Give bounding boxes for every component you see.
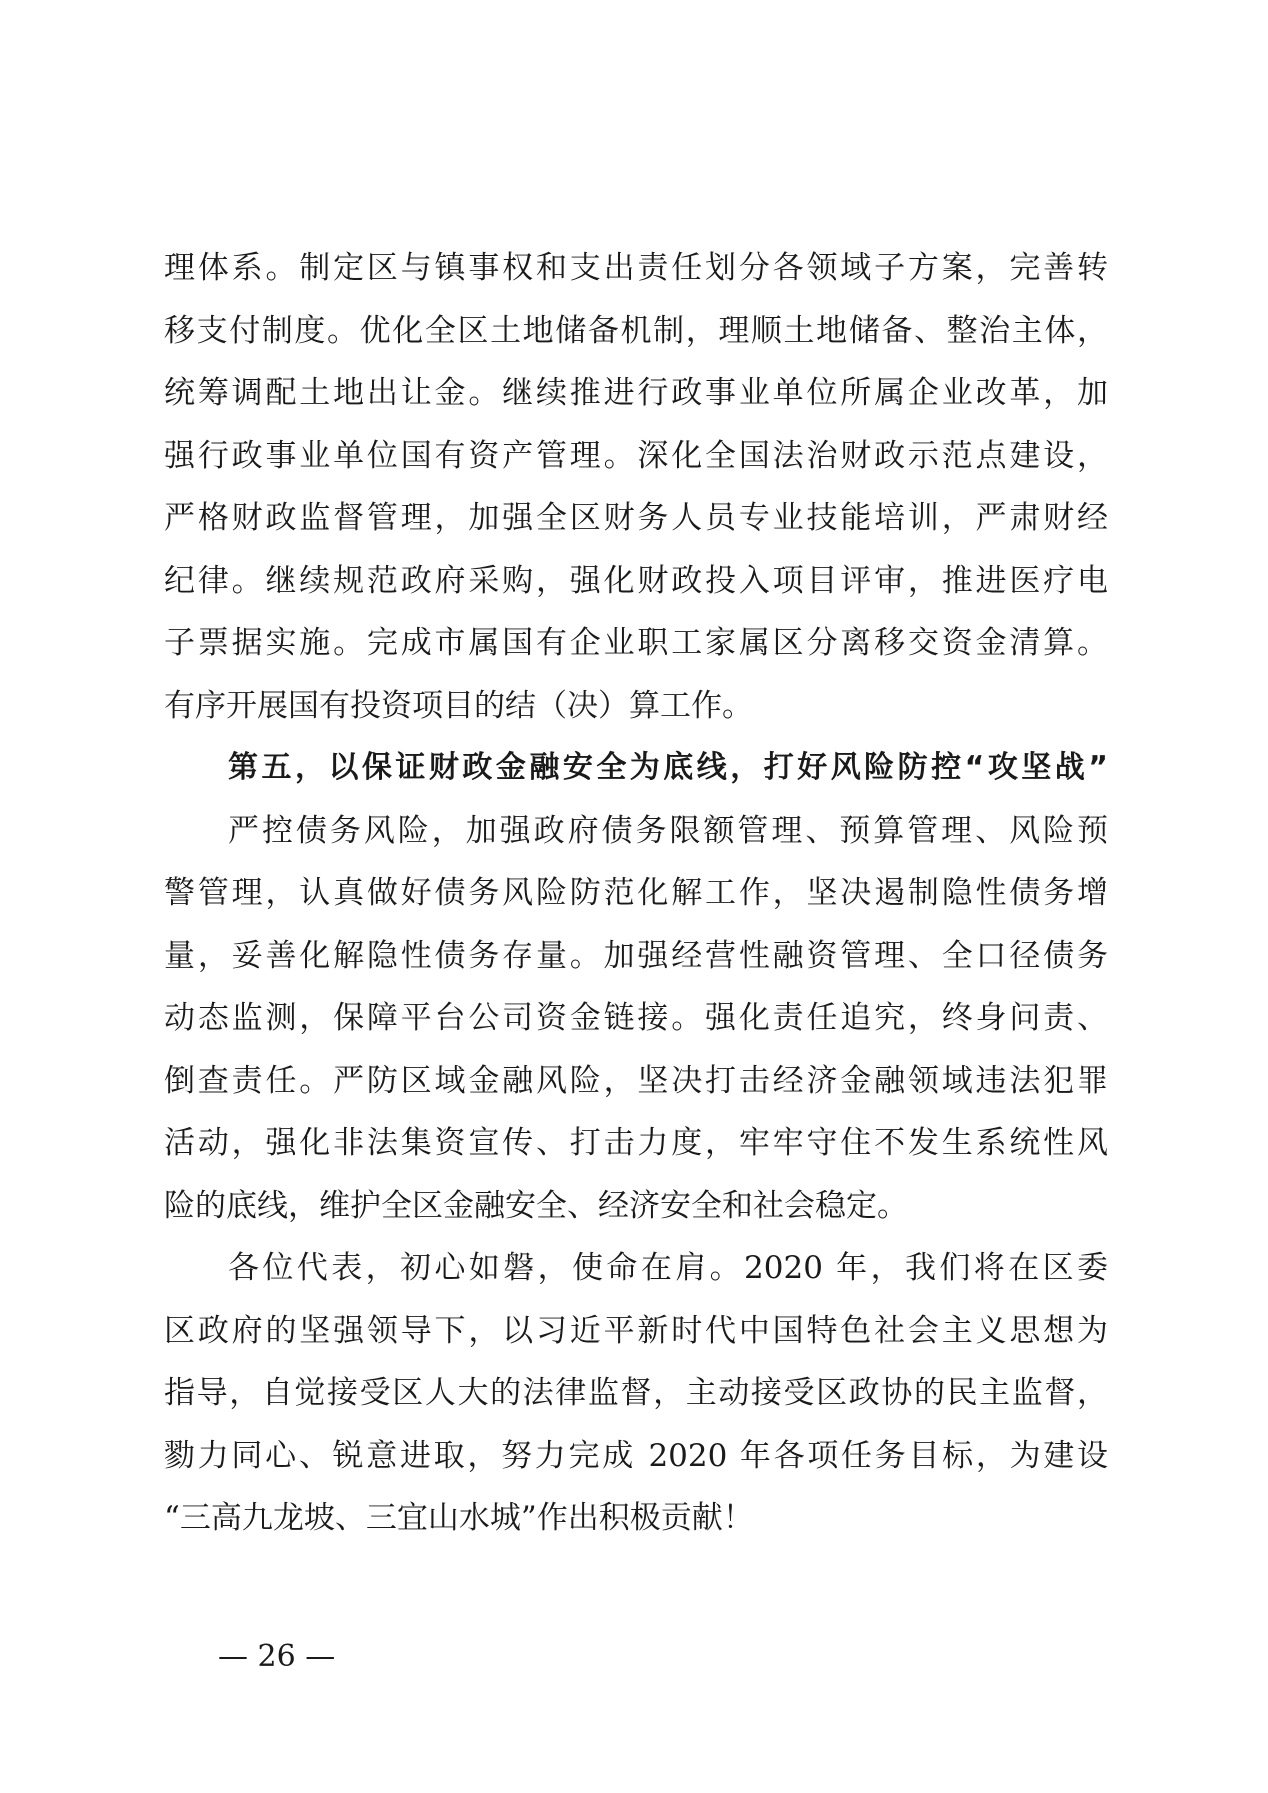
text-line: 各位代表，初心如磐，使命在肩。2020 年，我们将在区委 xyxy=(228,1250,1108,1286)
text-line: 移支付制度。优化全区土地储备机制，理顺土地储备、整治主体， xyxy=(164,312,1108,349)
text-line: “三高九龙坡、三宜山水城”作出积极贡献！ xyxy=(164,1500,754,1536)
text-line: 有序开展国有投资项目的结（决）算工作。 xyxy=(164,687,753,724)
text-line: 子票据实施。完成市属国有企业职工家属区分离移交资金清算。 xyxy=(164,625,1108,661)
body-text xyxy=(164,237,1108,1550)
text-line: 强行政事业单位国有资产管理。深化全国法治财政示范点建设， xyxy=(164,437,1108,474)
text-line: 活动，强化非法集资宣传、打击力度，牢牢守住不发生系统性风 xyxy=(164,1125,1108,1161)
page-number: — 26 — xyxy=(218,1639,336,1674)
text-line: 纪律。继续规范政府采购，强化财政投入项目评审，推进医疗电 xyxy=(164,562,1108,599)
text-line: 警管理，认真做好债务风险防范化解工作，坚决遏制隐性债务增 xyxy=(164,875,1108,911)
section-heading: 第五，以保证财政金融安全为底线，打好风险防控“攻坚战” xyxy=(228,750,1108,785)
text-line: 理体系。制定区与镇事权和支出责任划分各领域子方案，完善转 xyxy=(164,250,1108,286)
text-line: 指导，自觉接受区人大的法律监督，主动接受区政协的民主监督， xyxy=(164,1375,1108,1411)
text-line: 统筹调配土地出让金。继续推进行政事业单位所属企业改革，加 xyxy=(164,375,1108,411)
text-line: 险的底线，维护全区金融安全、经济安全和社会稳定。 xyxy=(164,1187,908,1224)
text-line: 严控债务风险，加强政府债务限额管理、预算管理、风险预 xyxy=(228,812,1108,849)
text-line: 量，妥善化解隐性债务存量。加强经营性融资管理、全口径债务 xyxy=(164,937,1108,974)
text-line: 倒查责任。严防区域金融风险，坚决打击经济金融领域违法犯罪 xyxy=(164,1062,1108,1099)
text-line: 勠力同心、锐意进取，努力完成 2020 年各项任务目标，为建设 xyxy=(164,1437,1108,1474)
text-line: 区政府的坚强领导下，以习近平新时代中国特色社会主义思想为 xyxy=(164,1312,1108,1349)
text-line: 动态监测，保障平台公司资金链接。强化责任追究，终身问责、 xyxy=(164,1000,1108,1036)
text-line: 严格财政监督管理，加强全区财务人员专业技能培训，严肃财经 xyxy=(164,500,1108,536)
